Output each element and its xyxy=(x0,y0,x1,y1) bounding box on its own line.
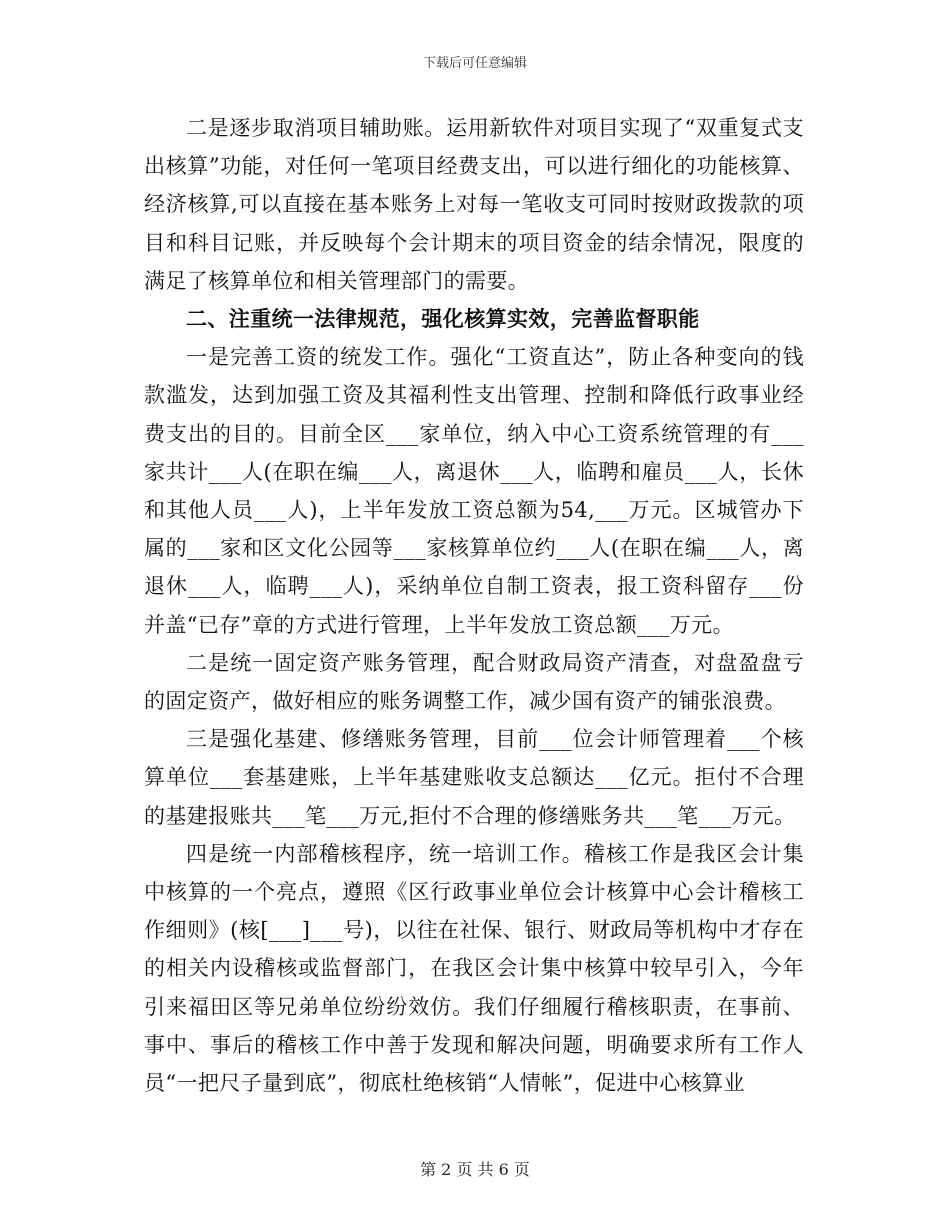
page-header: 下载后可任意编辑 xyxy=(422,56,527,71)
section-heading: 二、注重统一法律规范，强化核算实效，完善监督职能 xyxy=(186,306,700,332)
page-number-footer: 第 2 页 共 6 页 xyxy=(420,1160,530,1179)
document-body xyxy=(144,109,804,1102)
paragraph-project-ledger: 二是逐步取消项目辅助账。运用新软件对项目实现了“双重复式支出核算”功能，对任何一笔项目经费支出，可以进行细化的功能核算、经济核算,可以直接在基本账务上对每一笔收支可同时按财政拨款的项目和科目记账，并反映每个会计期末的项目资金的结余情况，限度的满足了核算单位和相关管理部门的需要。 xyxy=(144,116,804,293)
paragraph-fixed-assets: 二是统一固定资产账务管理，配合财政局资产清查，对盘盈盘亏的固定资产，做好相应的账务调整工作，减少国有资产的铺张浪费。 xyxy=(144,650,804,714)
paragraph-construction: 三是强化基建、修缮账务管理，目前___位会计师管理着___个核算单位___套基建账，上半年基建账收支总额达___亿元。拒付不合理的基建报账共___笔___万元,拒付不合理的修缮账务共___笔___万元。 xyxy=(144,727,804,828)
paragraph-audit: 四是统一内部稽核程序，统一培训工作。稽核工作是我区会计集中核算的一个亮点，遵照《区行政事业单位会计核算中心会计稽核工作细则》(核[___]___号)，以往在社保、银行、财政局等机构中才存在的相关内设稽核或监督部门，在我区会计集中核算中较早引入，今年引来福田区等兄弟单位纷纷效仿。我们仔细履行稽核职责，在事前、事中、事后的稽核工作中善于发现和解决问题，明确要求所有工作人员“一把尺子量到底”，彻底杜绝核销“人情帐”，促进中心核算业 xyxy=(144,841,804,1096)
paragraph-salary: 一是完善工资的统发工作。强化“工资直达”，防止各种变向的钱款滥发，达到加强工资及其福利性支出管理、控制和降低行政事业经费支出的目的。目前全区___家单位，纳入中心工资系统管理的有___家共计___人(在职在编___人，离退休___人，临聘和雇员___人，长休和其他人员___人)，上半年发放工资总额为54,___万元。区城管办下属的___家和区文化公园等___家核算单位约___人(在职在编___人，离退休___人，临聘___人)，采纳单位自制工资表，报工资科留存___份并盖“已存”章的方式进行管理，上半年发放工资总额___万元。 xyxy=(144,345,804,637)
